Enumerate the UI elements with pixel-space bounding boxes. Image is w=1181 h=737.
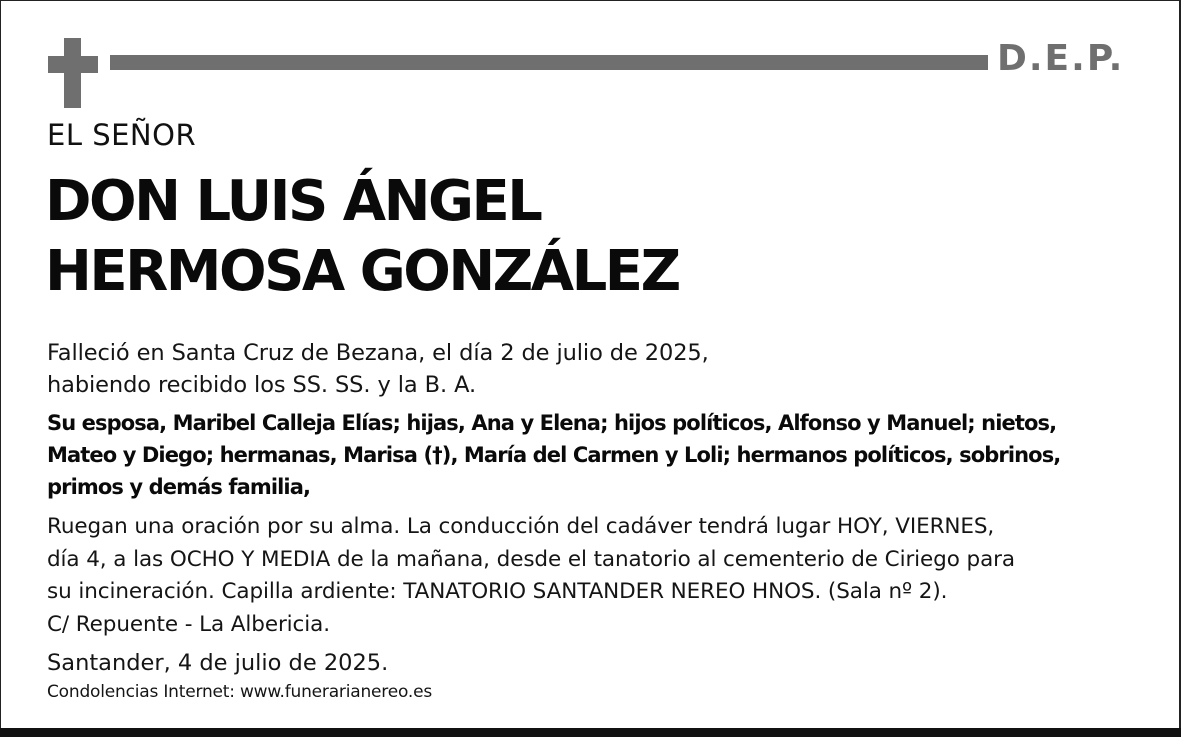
honorific: EL SEÑOR — [47, 118, 197, 152]
condolences-link[interactable]: Condolencias Internet: www.funerarianereo.es — [47, 682, 432, 702]
name-line: DON LUIS ÁNGEL — [45, 169, 541, 234]
family-line: Su esposa, Maribel Calleja Elías; hijas, Ana y Elena; hijos políticos, Alfonso y Manuel; nietos, — [47, 411, 1057, 435]
ceremony-line: su incineración. Capilla ardiente: TANATORIO SANTANDER NEREO HNOS. (Sala nº 2). — [47, 579, 948, 604]
ceremony-details — [47, 511, 1147, 641]
header-rule — [110, 55, 988, 70]
family-line: primos y demás familia, — [47, 475, 311, 499]
ceremony-line: C/ Repuente - La Albericia. — [47, 611, 330, 637]
dep-label: D.E.P. — [997, 38, 1125, 79]
name-line: HERMOSA GONZÁLEZ — [45, 239, 679, 304]
deceased-name — [45, 167, 679, 307]
death-notice-line: Falleció en Santa Cruz de Bezana, el día 2 de julio de 2025, — [47, 340, 709, 366]
family-line: Mateo y Diego; hermanas, Marisa (†), María del Carmen y Loli; hermanos políticos, sobrinos, — [47, 443, 1061, 467]
family-list — [47, 407, 1147, 503]
death-notice-line: habiendo recibido los SS. SS. y la B. A. — [47, 372, 477, 398]
ceremony-line: día 4, a las OCHO Y MEDIA de la mañana, desde el tanatorio al cementerio de Ciriego para — [47, 546, 1015, 572]
death-notice — [47, 337, 1147, 401]
place-date: Santander, 4 de julio de 2025. — [47, 650, 389, 676]
ceremony-line: Ruegan una oración por su alma. La conducción del cadáver tendrá lugar HOY, VIERNES, — [47, 514, 995, 539]
bottom-rule — [0, 728, 1181, 737]
cross-icon — [48, 38, 98, 108]
